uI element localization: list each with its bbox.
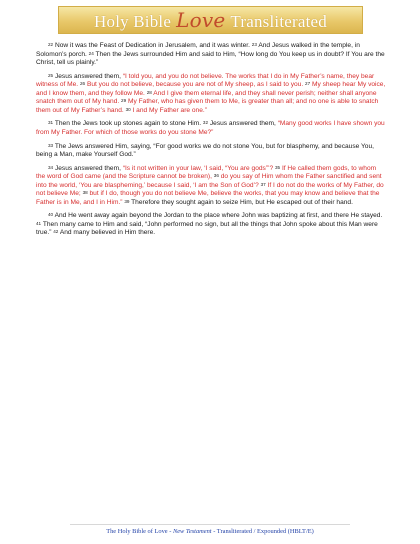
paragraph	[36, 212, 386, 238]
verse-text: Jesus answered them,	[53, 72, 123, 80]
verse-number: 42	[53, 229, 59, 235]
verse-number: 41	[36, 220, 42, 226]
words-of-jesus: If I do not do the works of My Father, do not believe Me;	[36, 181, 384, 198]
words-of-jesus: “Many good works I have shown you from My Father. For which of those works do you stone Me?”	[36, 120, 385, 136]
words-of-jesus: My sheep hear My voice, and I know them, and they follow Me.	[36, 81, 386, 97]
verse-number: 32	[202, 120, 209, 126]
verse-number: 25	[48, 72, 54, 78]
verse-text: Jesus answered them,	[53, 164, 123, 172]
verse-number: 37	[260, 181, 266, 187]
banner-love-script: Love	[176, 8, 226, 32]
paragraph	[36, 165, 386, 208]
verse-text: And many believed in Him there.	[58, 229, 156, 237]
footer-testament: New Testament	[172, 528, 212, 535]
header-banner	[58, 6, 363, 34]
words-of-jesus: If He called them gods, to whom the word of God came (and the Scripture cannot be broken),	[36, 164, 377, 181]
verse-text: And He went away again beyond the Jordan to the place where John was baptizing at first, and there He stayed.	[53, 212, 383, 220]
verse-number: 24	[88, 50, 94, 56]
words-of-jesus: “I told you, and you do not believe. The works that I do in My Father’s name, they bear witness of Me.	[36, 72, 375, 89]
verse-number: 39	[124, 198, 130, 204]
verse-number: 31	[48, 120, 54, 126]
verse-text: The Jews answered Him, saying, “For good works we do not stone You, but for blasphemy, and because You, being a Man, make Yourself God.”	[36, 142, 374, 159]
verse-text: Jesus answered them,	[208, 120, 278, 128]
scripture-text	[36, 42, 386, 243]
paragraph	[36, 73, 386, 116]
verse-number: 38	[82, 190, 88, 196]
verse-number: 30	[125, 106, 131, 112]
paragraph	[36, 143, 386, 160]
page-footer[interactable]	[0, 528, 420, 535]
footer-title: The Holy Bible of Love -	[106, 528, 173, 535]
paragraph	[36, 42, 386, 68]
verse-number: 40	[48, 212, 54, 218]
verse-number: 27	[305, 81, 311, 87]
words-of-jesus: But you do not believe, because you are not of My sheep, as I said to you.	[85, 81, 306, 89]
banner-title-part3: Transliterated	[230, 12, 327, 31]
verse-text: Therefore they sought again to seize Him, but He escaped out of their hand.	[129, 198, 353, 206]
banner-title-part1: Holy Bible	[94, 12, 172, 31]
footer-edition: - Transliterated / Expounded (HBLT/E)	[211, 528, 314, 535]
words-of-jesus: “Is it not written in your law, ‘I said, “You are gods”’?	[122, 164, 275, 172]
verse-text: Now it was the Feast of Dedication in Jerusalem, and it was winter.	[53, 42, 252, 49]
verse-number: 26	[79, 81, 86, 87]
verse-number: 22	[48, 42, 54, 47]
words-of-jesus: but if I do, though you do not believe Me, believe the works, that you may know and believe that the Father is in Me, and I in Him.”	[36, 190, 380, 206]
verse-number: 33	[48, 142, 54, 148]
verse-number: 28	[146, 89, 152, 95]
verse-text: Then many came to Him and said, “John performed no sign, but all the things that John spoke about this Man were true.”	[36, 220, 378, 237]
verse-number: 23	[251, 42, 257, 47]
words-of-jesus: And I give them eternal life, and they shall never perish; neither shall anyone snatch them out of My hand.	[36, 89, 377, 106]
words-of-jesus: I and My Father are one.”	[130, 106, 207, 114]
verse-number: 35	[274, 164, 281, 170]
verse-number: 29	[121, 98, 127, 104]
words-of-jesus: My Father, who has given them to Me, is greater than all; and no one is able to snatch them out of My Father’s hand.	[36, 98, 379, 114]
verse-text: And Jesus walked in the temple, in Solomon’s porch.	[36, 42, 360, 58]
words-of-jesus: do you say of Him whom the Father sanctified and sent into the world, ‘You are blaspheming,’ because I said, ‘I am the Son of God’?	[36, 173, 382, 189]
banner-title	[94, 8, 327, 32]
footer-divider	[70, 524, 350, 525]
verse-number: 34	[48, 164, 54, 170]
verse-text: Then the Jews took up stones again to stone Him.	[53, 120, 203, 128]
verse-number: 36	[213, 173, 219, 179]
verse-text: Then the Jews surrounded Him and said to Him, “How long do You keep us in doubt? If You are the Christ, tell us plainly.”	[36, 50, 385, 66]
paragraph	[36, 120, 386, 137]
